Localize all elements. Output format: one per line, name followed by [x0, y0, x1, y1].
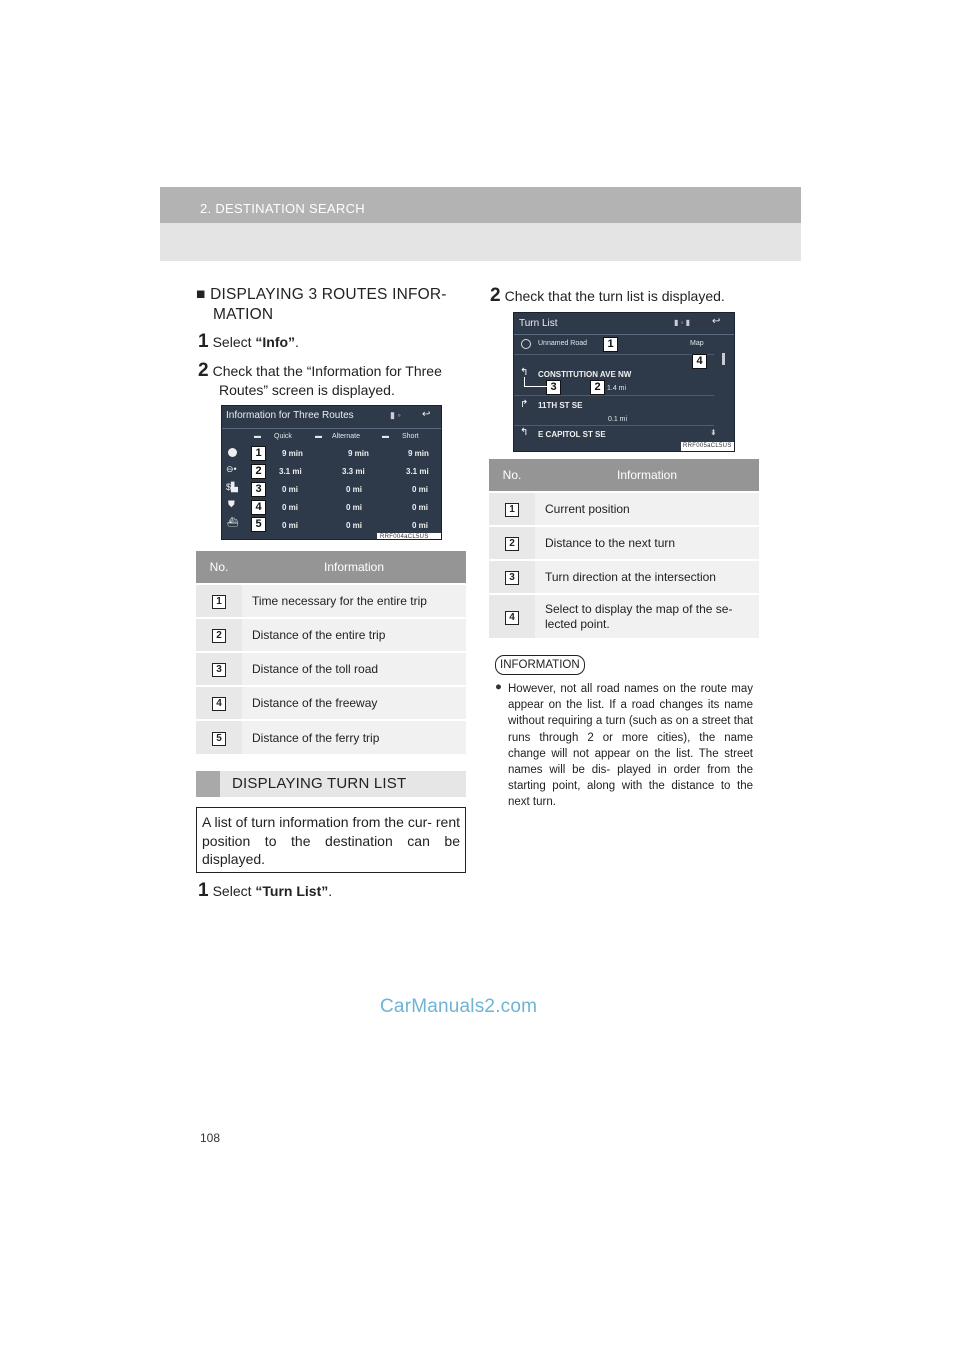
turn-distance: 0.1 mi: [608, 416, 628, 423]
header-subbar: [160, 223, 801, 261]
step-select-info: 1 Select “Info”.: [198, 331, 299, 352]
back-icon[interactable]: ↩: [422, 409, 431, 420]
figure-code: RRF004aCL5US: [380, 534, 429, 540]
route2-toll: 0 mi: [346, 485, 363, 494]
status-icons: ▮ ◦ ▮: [674, 318, 691, 327]
route2-ferry: 0 mi: [346, 521, 363, 530]
distance-icon: ⊖•: [226, 464, 237, 474]
turn-list-table: [489, 459, 759, 638]
turn-distance: 1.4 mi: [607, 385, 627, 392]
route2-distance: 3.3 mi: [342, 467, 365, 476]
turn-street: 11TH ST SE: [538, 401, 583, 410]
turn-list-intro: A list of turn information from the cur- rent position to the destination can be displayed.: [196, 807, 466, 873]
step-check-info-screen: 2 Check that the “Information for Three Routes” screen is displayed.: [198, 360, 442, 398]
section-title: 2. DESTINATION SEARCH: [200, 201, 365, 216]
col-information: Information: [242, 551, 466, 584]
freeway-icon: ⛊: [228, 499, 235, 509]
callout-badge: 3: [251, 482, 266, 497]
route3-time: 9 min: [408, 449, 429, 458]
route3-freeway: 0 mi: [412, 503, 429, 512]
callout-badge: 4: [692, 354, 707, 369]
route1-freeway: 0 mi: [282, 503, 299, 512]
route1-ferry: 0 mi: [282, 521, 299, 530]
watermark: CarManuals2.com: [380, 996, 538, 1017]
screen-title: Turn List: [519, 318, 558, 329]
heading-three-routes: ■ DISPLAYING 3 ROUTES INFOR- MATION: [196, 286, 447, 323]
table-row: 3 Turn direction at the intersection: [489, 560, 759, 594]
turn-street: E CAPITOL ST SE: [538, 430, 606, 439]
table-row: 4 Select to display the map of the se- lected point.: [489, 594, 759, 638]
bullet: ●: [495, 681, 502, 693]
step-select-turn-list: 1 Select “Turn List”.: [198, 880, 333, 901]
table-row: 1 Time necessary for the entire trip: [196, 584, 466, 618]
back-icon[interactable]: ↩: [712, 316, 721, 327]
route1-distance: 3.1 mi: [279, 467, 302, 476]
step-check-turn-list: 2 Check that the turn list is displayed.: [490, 285, 725, 306]
table-row: 4 Distance of the freeway: [196, 686, 466, 720]
col-no: No.: [196, 551, 242, 584]
route3-toll: 0 mi: [412, 485, 429, 494]
tab-short[interactable]: Short: [402, 433, 419, 440]
status-icons: ▮ ◦: [390, 410, 401, 420]
turn-left-icon: ↰: [520, 367, 529, 378]
scrollbar[interactable]: [722, 353, 725, 365]
tab-quick[interactable]: Quick: [274, 433, 292, 440]
table-row: 5 Distance of the ferry trip: [196, 720, 466, 754]
turn-street: CONSTITUTION AVE NW: [538, 370, 632, 379]
turn-left-icon: ↰: [520, 427, 529, 438]
route1-time: 9 min: [282, 449, 303, 458]
figure-code: RRF005aCL5US: [683, 443, 732, 449]
three-routes-screen: [221, 405, 442, 540]
routes-info-table: [196, 551, 466, 754]
route2-time: 9 min: [348, 449, 369, 458]
turn-list-screen: [513, 312, 735, 452]
route1-toll: 0 mi: [282, 485, 299, 494]
clock-icon: [228, 448, 237, 457]
callout-badge: 4: [251, 500, 266, 515]
table-row: 2 Distance to the next turn: [489, 526, 759, 560]
turn-right-icon: ↱: [520, 399, 529, 410]
tab-short-marker: ▬: [382, 433, 389, 440]
callout-badge: 2: [590, 380, 605, 395]
callout-badge: 1: [251, 446, 266, 461]
route3-ferry: 0 mi: [412, 521, 429, 530]
tab-alternate[interactable]: Alternate: [332, 433, 361, 440]
screen-title: Information for Three Routes: [226, 410, 354, 421]
callout-badge: 2: [251, 464, 266, 479]
toll-road-icon: $▙: [226, 482, 238, 492]
table-row: 2 Distance of the entire trip: [196, 618, 466, 652]
tab-alternate-marker: ▬: [315, 433, 322, 440]
map-button[interactable]: Map: [690, 340, 704, 347]
scroll-down-icon[interactable]: ⇟: [710, 428, 717, 437]
route2-freeway: 0 mi: [346, 503, 363, 512]
callout-badge: 3: [546, 380, 561, 395]
information-label: INFORMATION: [495, 655, 585, 675]
route3-distance: 3.1 mi: [406, 467, 429, 476]
col-information: Information: [535, 459, 759, 492]
callout-line: [524, 377, 547, 387]
col-no: No.: [489, 459, 535, 492]
current-position-icon: [521, 339, 531, 349]
turn-list-banner: DISPLAYING TURN LIST: [196, 771, 466, 797]
callout-badge: 1: [603, 337, 618, 352]
ferry-icon: ⛴: [227, 517, 239, 527]
current-road: Unnamed Road: [538, 340, 588, 347]
page-number: 108: [200, 1131, 221, 1145]
information-text: However, not all road names on the route may appear on the list. If a road changes its name without requiring a turn (such as on a street that runs through 2 or more cities), the name change will not appear on the list. The street names will be dis- played in order from the starting point, along with the distance to the next turn.: [508, 683, 753, 809]
table-row: 1 Current position: [489, 492, 759, 526]
tab-quick-marker: ▬: [254, 433, 261, 440]
callout-badge: 5: [251, 517, 266, 532]
table-row: 3 Distance of the toll road: [196, 652, 466, 686]
